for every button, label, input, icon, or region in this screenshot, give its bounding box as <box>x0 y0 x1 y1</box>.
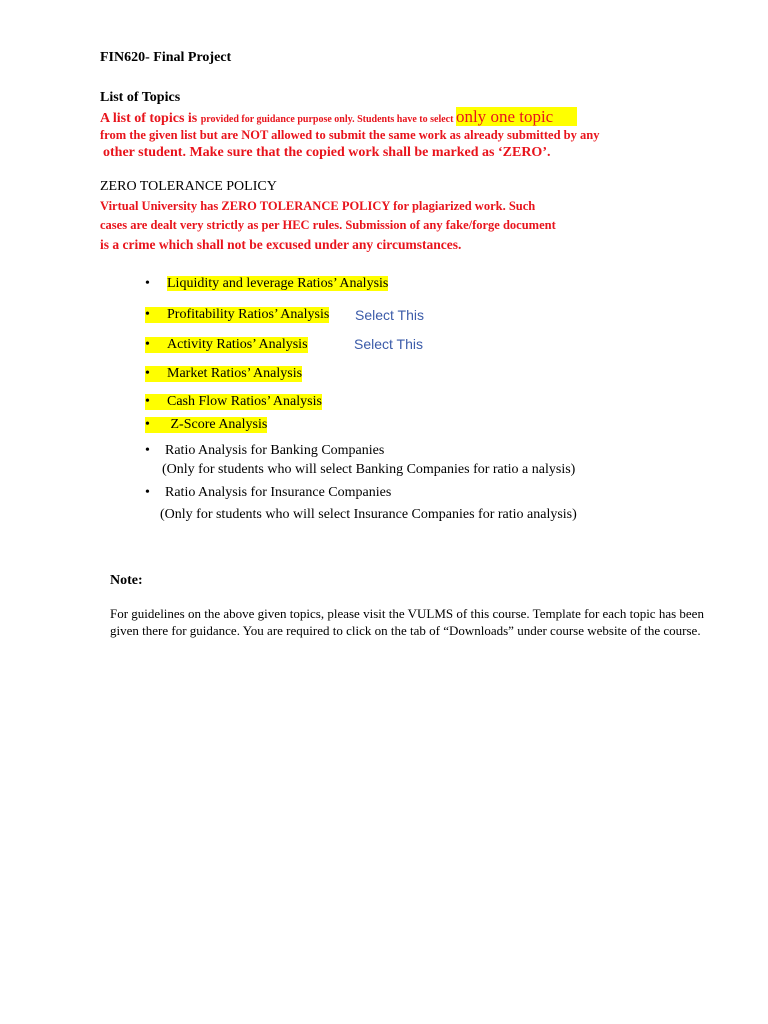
topic-item <box>145 366 302 382</box>
topic-item <box>145 394 322 410</box>
note-heading: Note: <box>110 573 143 588</box>
list-heading: List of Topics <box>100 90 181 105</box>
policy-line-1: Virtual University has ZERO TOLERANCE POLICY for plagiarized work. Such <box>100 199 536 213</box>
bullet: • <box>145 417 150 432</box>
topic-item <box>145 485 391 501</box>
intro-part-2: provided for guidance purpose only. Students have to select <box>200 114 456 125</box>
bullet: • <box>145 443 150 458</box>
topic-note: (Only for students who will select Banking Companies for ratio a nalysis) <box>162 462 576 477</box>
policy-line-3: is a crime which shall not be excused under any circumstances. <box>100 237 462 252</box>
intro-line-1 <box>100 107 577 127</box>
topic-label: Liquidity and leverage Ratios’ Analysis <box>167 276 389 291</box>
topic-label: Profitability Ratios’ Analysis <box>167 307 330 322</box>
bullet: • <box>145 485 150 500</box>
topic-item <box>145 276 388 292</box>
intro-one-topic: one topic <box>486 107 554 126</box>
topic-label: Ratio Analysis for Banking Companies <box>165 443 385 458</box>
topic-label: Market Ratios’ Analysis <box>167 366 303 381</box>
policy-line-2: cases are dealt very strictly as per HEC rules. Submission of any fake/forge document <box>100 218 556 232</box>
topic-item <box>145 417 267 433</box>
topic-label: Z-Score Analysis <box>167 417 268 432</box>
select-this-annotation: Select This <box>354 336 423 352</box>
topic-label: Ratio Analysis for Insurance Companies <box>165 485 392 500</box>
topic-item <box>145 337 308 353</box>
bullet: • <box>145 307 150 322</box>
policy-heading: ZERO TOLERANCE POLICY <box>100 179 277 194</box>
note-text: For guidelines on the above given topics, please visit the VULMS of this course. Template for each topic has been given there for guidance. You are required to click on the tab of “Downloads” under course website of the course. <box>110 606 704 638</box>
bullet: • <box>145 366 150 381</box>
page-title: FIN620- Final Project <box>100 50 232 65</box>
intro-highlight <box>456 107 577 126</box>
bullet: • <box>145 337 150 352</box>
intro-part-1: A list of topics is <box>100 111 201 126</box>
topic-label: Cash Flow Ratios’ Analysis <box>167 394 322 409</box>
bullet: • <box>145 276 150 291</box>
topic-note: (Only for students who will select Insurance Companies for ratio analysis) <box>160 507 577 522</box>
topic-item <box>145 307 329 323</box>
intro-line-2: from the given list but are NOT allowed to submit the same work as already submitted by any <box>100 128 600 142</box>
select-this-annotation: Select This <box>355 307 424 323</box>
bullet: • <box>145 394 150 409</box>
intro-only: only <box>455 107 487 126</box>
intro-line-3: other student. Make sure that the copied work shall be marked as ‘ZERO’. <box>103 145 551 160</box>
topic-item <box>145 443 384 459</box>
topic-label: Activity Ratios’ Analysis <box>167 337 308 352</box>
